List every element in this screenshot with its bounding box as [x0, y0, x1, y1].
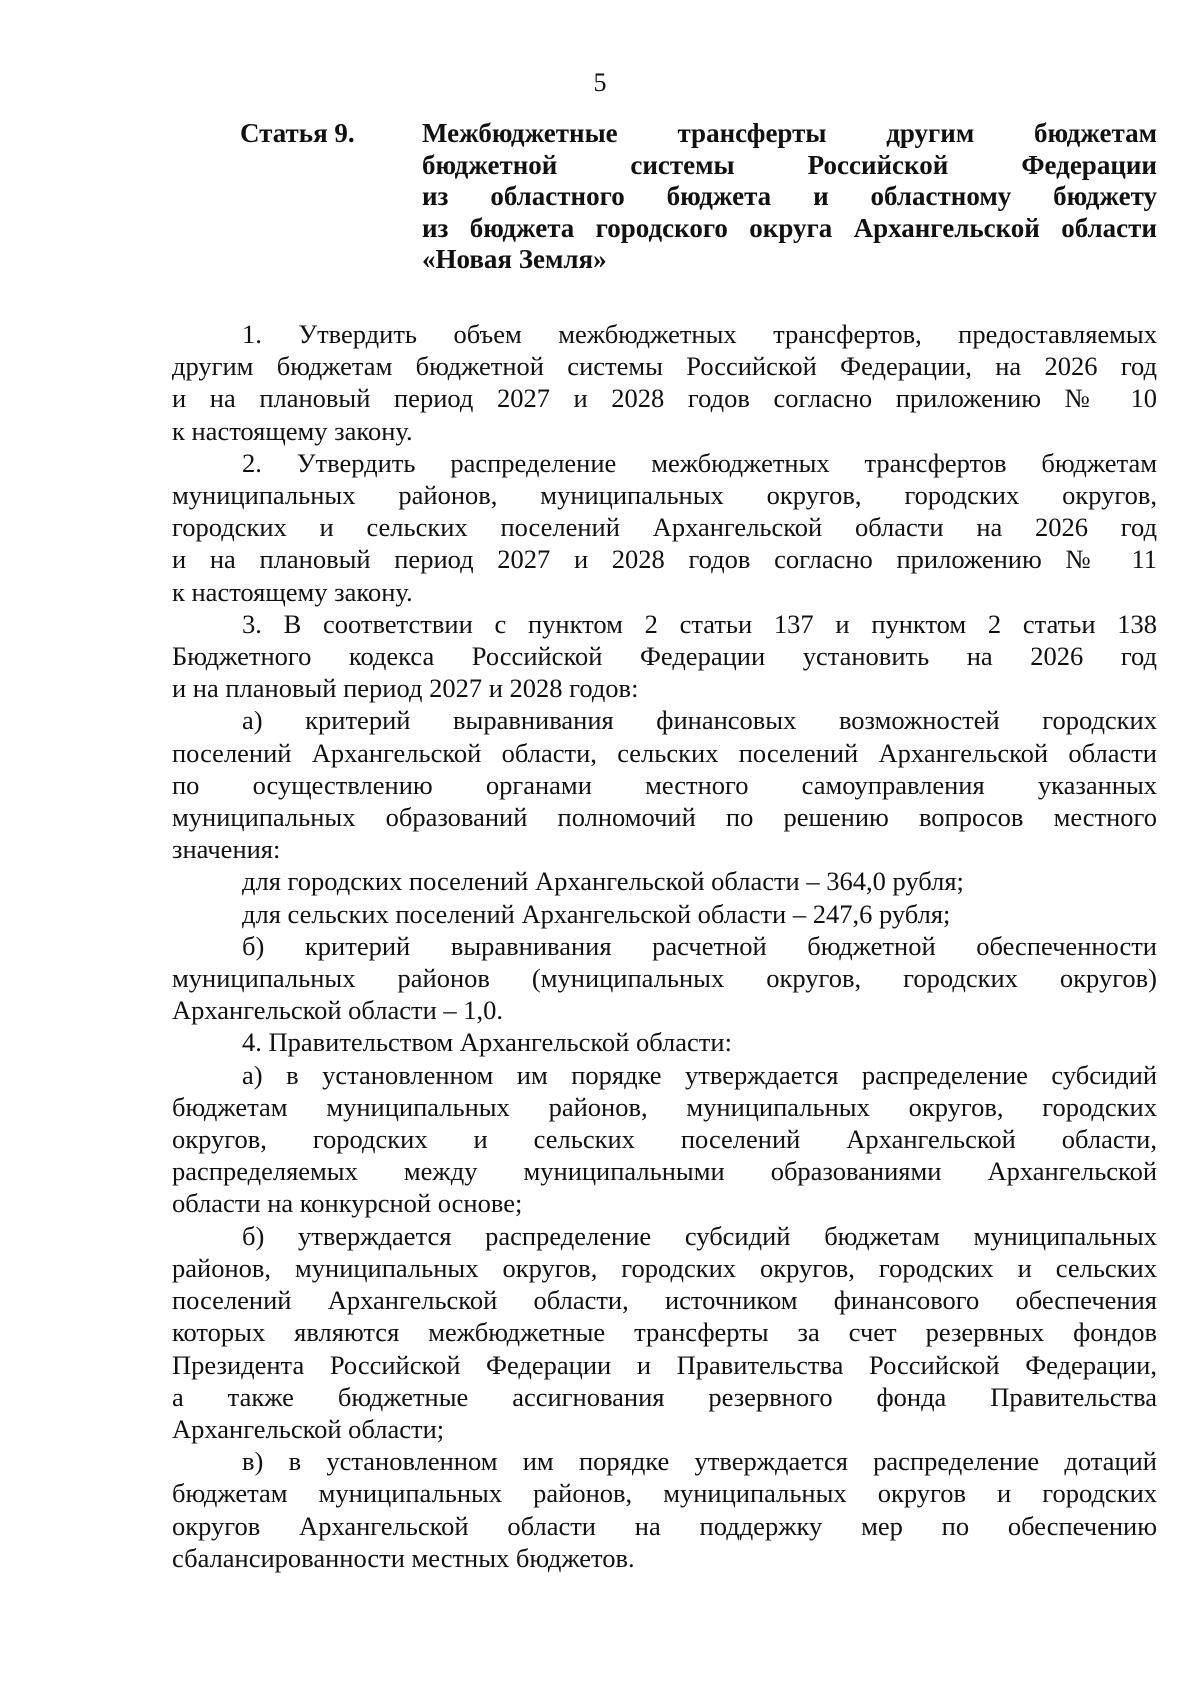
- paragraph-line: а также бюджетные ассигнования резервного фонда Правительства: [172, 1381, 1157, 1412]
- paragraph-line: городских и сельских поселений Архангельской области на 2026 год: [172, 512, 1157, 543]
- article-title-line: Межбюджетные трансферты другим бюджетам: [422, 118, 1157, 148]
- paragraph-line: 4. Правительством Архангельской области:: [242, 1027, 732, 1058]
- page-number: 5: [593, 68, 607, 97]
- paragraph-line: и на плановый период 2027 и 2028 годов:: [172, 673, 639, 704]
- paragraph-line: поселений Архангельской области, источником финансового обеспечения: [172, 1285, 1157, 1316]
- paragraph-line: к настоящему закону.: [172, 576, 413, 607]
- paragraph-line: распределяемых между муниципальными образованиями Архангельской: [172, 1156, 1157, 1187]
- paragraph: [172, 318, 1157, 447]
- paragraph-line: муниципальных районов, муниципальных округов, городских округов,: [172, 480, 1157, 511]
- paragraph-line: б) критерий выравнивания расчетной бюджетной обеспеченности: [242, 930, 1157, 961]
- article-title: [422, 118, 1157, 276]
- paragraph-line: в) в установленном им порядке утверждается распределение дотаций: [242, 1446, 1157, 1477]
- paragraph-line: Архангельской области – 1,0.: [172, 995, 504, 1026]
- paragraph: [172, 447, 1157, 608]
- paragraph-line: а) критерий выравнивания финансовых возможностей городских: [242, 705, 1157, 736]
- paragraph-line: к настоящему закону.: [172, 415, 413, 446]
- paragraph-line: округов, городских и сельских поселений Архангельской области,: [172, 1124, 1157, 1155]
- paragraph-line: области на конкурсной основе;: [172, 1188, 523, 1219]
- paragraph-line: для городских поселений Архангельской области – 364,0 рубля;: [242, 866, 964, 897]
- paragraph: [172, 608, 1157, 705]
- paragraph-line: и на плановый период 2027 и 2028 годов согласно приложению № 11: [172, 544, 1157, 575]
- paragraph-line: которых являются межбюджетные трансферты за счет резервных фондов: [172, 1317, 1157, 1348]
- article-body: [172, 318, 1157, 1574]
- paragraph-line: 3. В соответствии с пунктом 2 статьи 137 и пунктом 2 статьи 138: [242, 608, 1157, 639]
- paragraph: [172, 1026, 1157, 1058]
- paragraph-line: сбалансированности местных бюджетов.: [172, 1542, 635, 1573]
- paragraph: [172, 1445, 1157, 1574]
- paragraph: [172, 898, 1157, 930]
- paragraph-line: Президента Российской Федерации и Правительства Российской Федерации,: [172, 1349, 1157, 1380]
- paragraph-line: а) в установленном им порядке утверждается распределение субсидий: [242, 1059, 1157, 1090]
- paragraph-line: районов, муниципальных округов, городских округов, городских и сельских: [172, 1252, 1157, 1283]
- paragraph: [172, 930, 1157, 1027]
- paragraph-line: и на плановый период 2027 и 2028 годов согласно приложению № 10: [172, 383, 1157, 414]
- paragraph-line: муниципальных районов (муниципальных округов, городских округов): [172, 963, 1157, 994]
- paragraph: [172, 1220, 1157, 1445]
- article-title-line: из областного бюджета и областному бюджету: [422, 181, 1157, 211]
- article-title-line: бюджетной системы Российской Федерации: [422, 149, 1157, 180]
- paragraph: [172, 704, 1157, 865]
- paragraph-line: другим бюджетам бюджетной системы Российской Федерации, на 2026 год: [172, 351, 1157, 382]
- paragraph-line: б) утверждается распределение субсидий бюджетам муниципальных: [242, 1220, 1157, 1251]
- paragraph-line: бюджетам муниципальных районов, муниципальных округов, городских: [172, 1091, 1157, 1122]
- paragraph-line: поселений Архангельской области, сельских поселений Архангельской области: [172, 737, 1157, 768]
- paragraph-line: муниципальных образований полномочий по решению вопросов местного: [172, 802, 1157, 833]
- article-title-line: из бюджета городского округа Архангельской области: [422, 212, 1157, 243]
- article-title-line: «Новая Земля»: [422, 244, 607, 274]
- paragraph-line: 2. Утвердить распределение межбюджетных трансфертов бюджетам: [242, 447, 1157, 478]
- article-heading: [172, 118, 1157, 276]
- article-label: Статья 9.: [240, 118, 355, 148]
- paragraph-line: по осуществлению органами местного самоуправления указанных: [172, 769, 1157, 800]
- paragraph-line: Архангельской области;: [172, 1413, 445, 1444]
- paragraph: [172, 1059, 1157, 1220]
- paragraph-line: 1. Утвердить объем межбюджетных трансфертов, предоставляемых: [242, 319, 1157, 349]
- paragraph: [172, 865, 1157, 897]
- paragraph-line: Бюджетного кодекса Российской Федерации установить на 2026 год: [172, 641, 1157, 672]
- paragraph-line: бюджетам муниципальных районов, муниципальных округов и городских: [172, 1478, 1157, 1509]
- paragraph-line: для сельских поселений Архангельской области – 247,6 рубля;: [242, 898, 951, 929]
- paragraph-line: округов Архангельской области на поддержку мер по обеспечению: [172, 1510, 1157, 1541]
- paragraph-line: значения:: [172, 834, 281, 865]
